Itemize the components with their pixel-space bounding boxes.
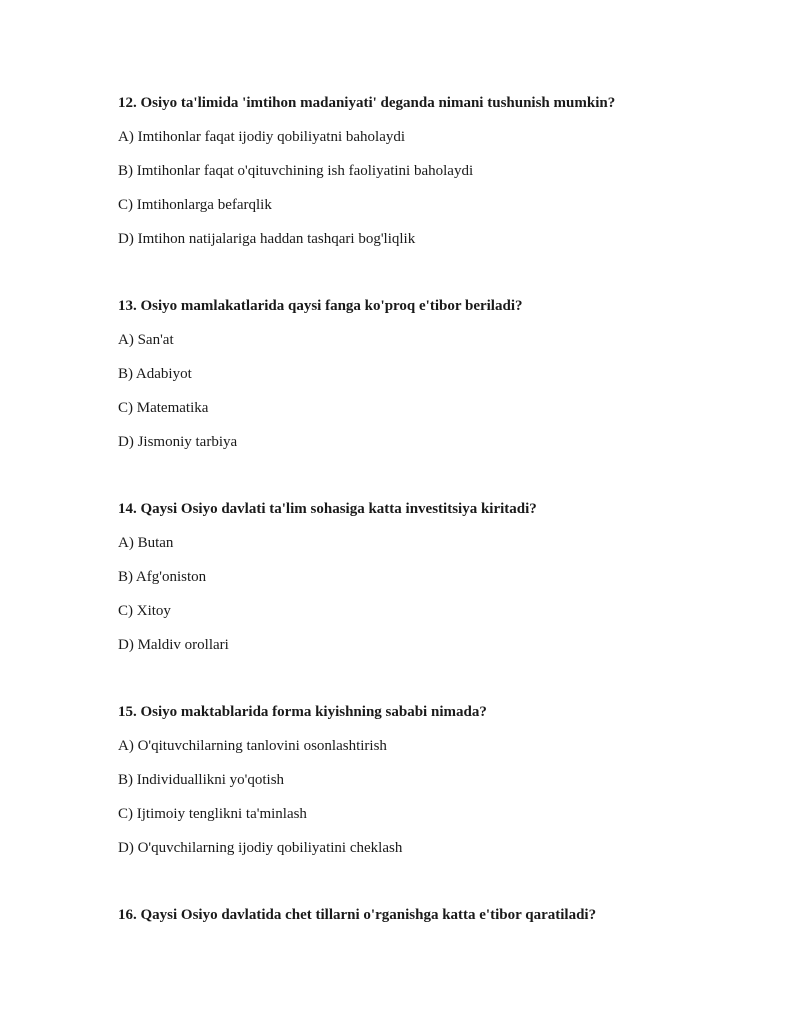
question-12-option-b: B) Imtihonlar faqat o'qituvchining ish faoliyatini baholaydi bbox=[118, 163, 474, 179]
question-13-text: 13. Osiyo mamlakatlarida qaysi fanga ko'proq e'tibor beriladi? bbox=[118, 298, 523, 314]
question-13-option-a: A) San'at bbox=[118, 332, 174, 348]
question-14-option-d: D) Maldiv orollari bbox=[118, 637, 229, 653]
question-14-option-c: C) Xitoy bbox=[118, 603, 171, 619]
question-14-text: 14. Qaysi Osiyo davlati ta'lim sohasiga katta investitsiya kiritadi? bbox=[118, 501, 537, 517]
question-12-option-d: D) Imtihon natijalariga haddan tashqari bog'liqlik bbox=[118, 231, 416, 247]
question-15-option-d: D) O'quvchilarning ijodiy qobiliyatini cheklash bbox=[118, 840, 403, 856]
question-14-option-b: B) Afg'oniston bbox=[118, 569, 207, 585]
question-13-option-b: B) Adabiyot bbox=[118, 366, 192, 382]
question-16-text: 16. Qaysi Osiyo davlatida chet tillarni o'rganishga katta e'tibor qaratiladi? bbox=[118, 907, 597, 923]
question-15-option-c: C) Ijtimoiy tenglikni ta'minlash bbox=[118, 806, 307, 822]
question-15-option-a: A) O'qituvchilarning tanlovini osonlashtirish bbox=[118, 738, 387, 754]
question-14-option-a: A) Butan bbox=[118, 535, 174, 551]
question-12-option-a: A) Imtihonlar faqat ijodiy qobiliyatni baholaydi bbox=[118, 129, 406, 145]
question-12-text: 12. Osiyo ta'limida 'imtihon madaniyati' deganda nimani tushunish mumkin? bbox=[118, 95, 616, 111]
question-13-option-d: D) Jismoniy tarbiya bbox=[118, 434, 238, 450]
question-15-text: 15. Osiyo maktablarida forma kiyishning sababi nimada? bbox=[118, 704, 487, 720]
question-12-option-c: C) Imtihonlarga befarqlik bbox=[118, 197, 272, 213]
question-13-option-c: C) Matematika bbox=[118, 400, 209, 416]
question-15-option-b: B) Individuallikni yo'qotish bbox=[118, 772, 285, 788]
